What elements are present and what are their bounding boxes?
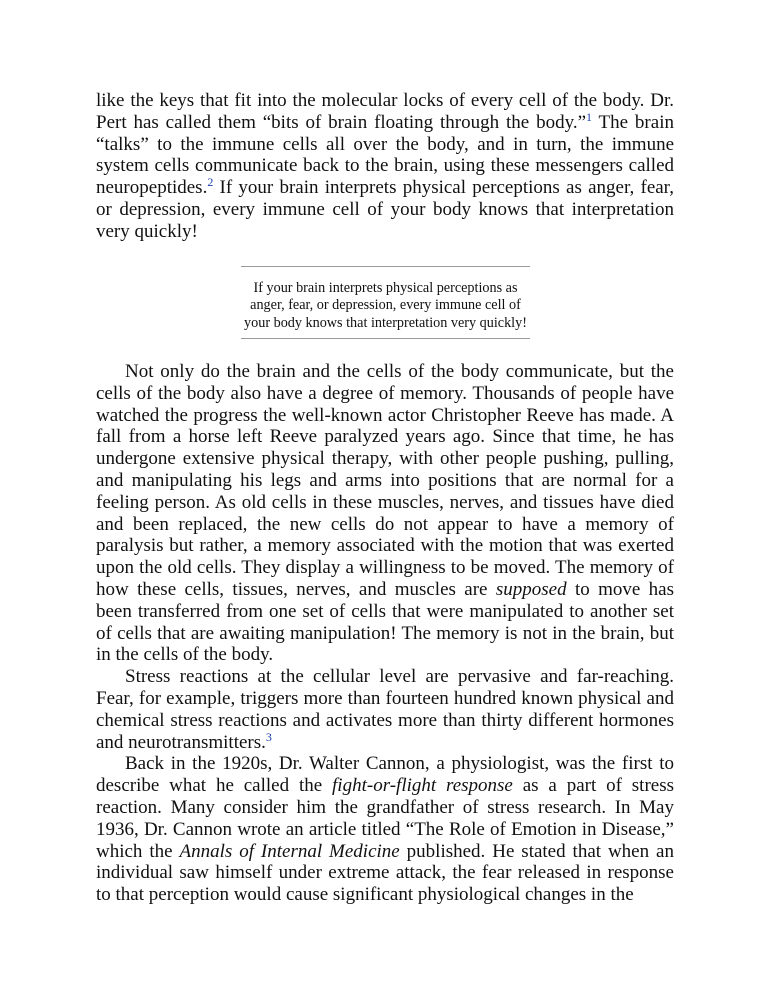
emphasis-supposed: supposed (495, 578, 567, 600)
footnote-ref-3[interactable]: 3 (265, 729, 272, 744)
paragraph-3: Stress reactions at the cellular level are pervasive and far-reaching. Fear, for example, triggers more than fourteen hundred known physical and chemical stress reactions and activates more than thirty different hormones and neurotransmitters.$^3$ (96, 666, 674, 753)
emphasis-fight-or-flight: fight-or-flight response (332, 775, 513, 797)
paragraph-1: like the keys that fit into the molecular locks of every cell of the body. Dr. Pert has called them “bits of brain floating through the body.”$^1$ The brain “talks” to the immune cells all over the body, and in turn, the immune system cells communicate back to the brain, using these messengers called neuropeptides.$^2$ If your brain interprets physical perceptions as anger, fear, or depression, every immune cell of your body knows that interpretation very quickly! (96, 90, 674, 242)
paragraph-4: Back in the 1920s, Dr. Walter Cannon, a physiologist, was the first to describe what he called the fight-or-flight response as a part of stress reaction. Many consider him the grandfather of stress research. In May 1936, Dr. Cannon wrote an article titled “The Role of Emotion in Disease,” which the Annals of Internal Medicine published. He stated that when an individual saw himself under extreme attack, the fear released in response to that perception would cause significant physiological changes in the (96, 753, 674, 906)
paragraph-2: Not only do the brain and the cells of the body communicate, but the cells of the body also have a degree of memory. Thousands of people have watched the progress the well-known actor Christopher Reeve has made. A fall from a horse left Reeve paralyzed years ago. Since that time, he has undergone extensive physical therapy, with other people pushing, pulling, and manipulating his legs and arms into positions that are normal for a feeling person. As old cells in these muscles, nerves, and tissues have died and been replaced, the new cells do not appear to have a memory of paralysis but rather, a memory associated with the motion that was exerted upon the old cells. They display a willingness to be moved. The memory of how these cells, tissues, nerves, and muscles are supposed to move has been transferred from one set of cells that were manipulated to another set of cells that are awaiting manipulation! The memory is not in the brain, but in the cells of the body. (96, 361, 674, 666)
body-text-main (96, 361, 674, 906)
journal-title: Annals of Internal Medicine (179, 840, 400, 862)
footnote-ref-2[interactable]: 2 (207, 175, 214, 190)
body-text-top (96, 90, 674, 243)
footnote-ref-1[interactable]: 1 (586, 109, 593, 124)
pull-quote: If your brain interprets physical perceptions as anger, fear, or depression, every immune cell of your body knows that interpretation very quickly! (241, 266, 530, 339)
